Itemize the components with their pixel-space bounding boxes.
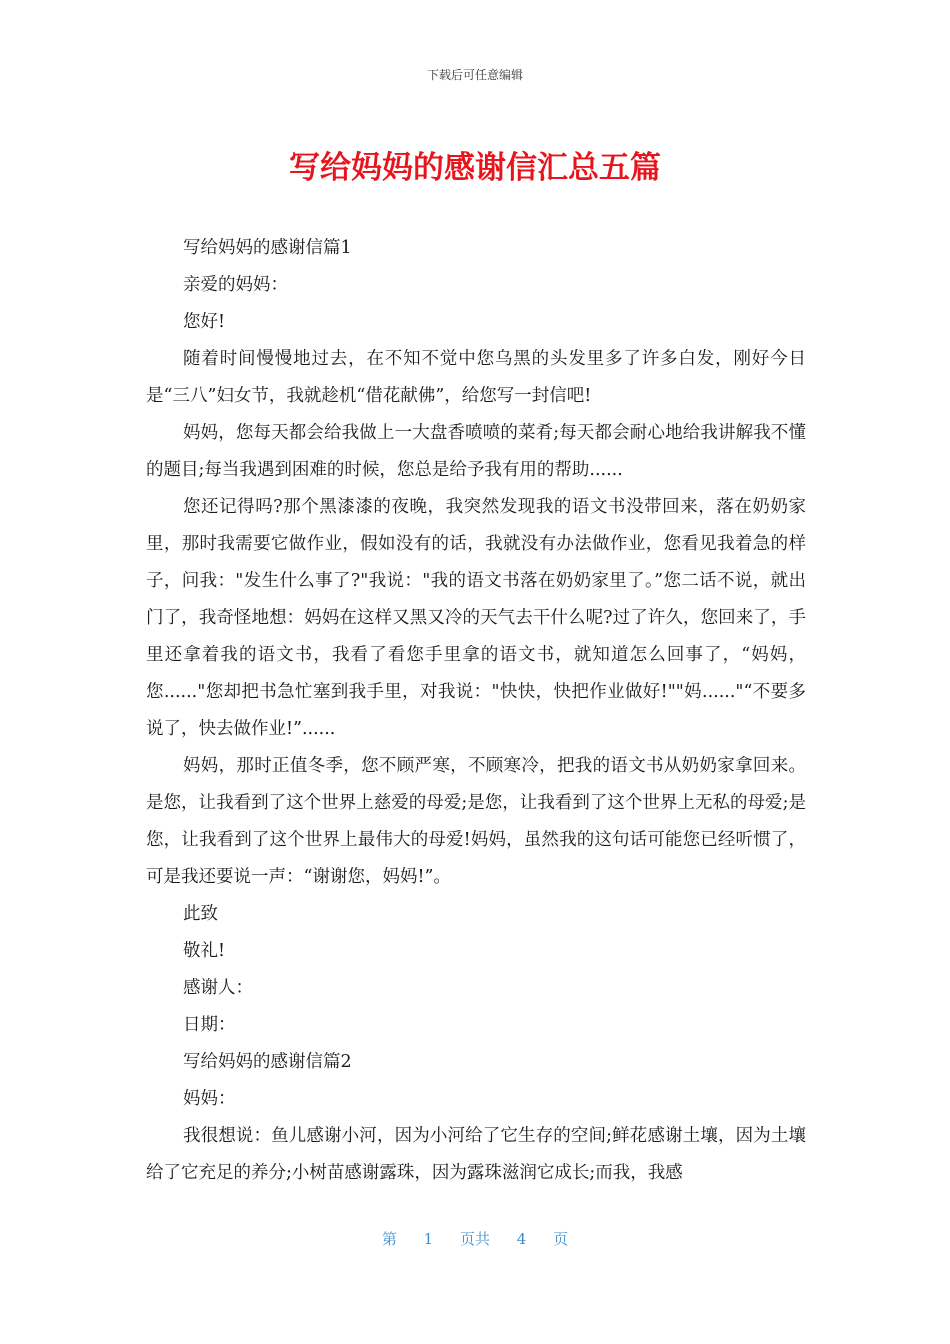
document-title: 写给妈妈的感谢信汇总五篇 — [289, 150, 661, 186]
paragraph: 您还记得吗?那个黑漆漆的夜晚，我突然发现我的语文书没带回来，落在奶奶家里，那时我需要它做作业，假如没有的话，我就没有办法做作业，您看见我着急的样子，问我："发生什么事了?"我说："我的语文书落在奶奶家里了。”您二话不说，就出门了，我奇怪地想：妈妈在这样又黑又冷的天气去干什么呢?过了许久，您回来了，手里还拿着我的语文书，我看了看您手里拿的语文书，就知道怎么回事了，“妈妈，您......"您却把书急忙塞到我手里，对我说："快快，快把作业做好!""妈......"“不要多说了，快去做作业!”...... — [146, 497, 806, 739]
paragraph: 我很想说：鱼儿感谢小河，因为小河给了它生存的空间;鲜花感谢土壤，因为土壤给了它充足的养分;小树苗感谢露珠，因为露珠滋润它成长;而我，我感 — [146, 1126, 806, 1183]
footer-page-mid: 页共 — [459, 1230, 490, 1248]
paragraph: 妈妈，您每天都会给我做上一大盘香喷喷的菜肴;每天都会耐心地给我讲解我不懂的题目;每当我遇到困难的时候，您总是给予我有用的帮助...... — [146, 423, 806, 480]
paragraph: 妈妈，那时正值冬季，您不顾严寒，不顾寒冷，把我的语文书从奶奶家拿回来。是您，让我看到了这个世界上慈爱的母爱;是您，让我看到了这个世界上无私的母爱;是您，让我看到了这个世界上最伟大的母爱!妈妈，虽然我的这句话可能您已经听惯了，可是我还要说一声：“谢谢您，妈妈!”。 — [146, 756, 806, 887]
page-footer — [0, 1228, 950, 1249]
paragraph: 亲爱的妈妈： — [183, 275, 288, 295]
paragraph: 妈妈： — [183, 1089, 236, 1109]
paragraph: 此致 — [183, 904, 218, 924]
paragraph: 随着时间慢慢地过去，在不知不觉中您乌黑的头发里多了许多白发，刚好今日是“三八”妇女节，我就趁机“借花献佛”，给您写一封信吧! — [146, 349, 806, 406]
header-note: 下载后可任意编辑 — [426, 68, 523, 82]
footer-page-label: 第 — [381, 1230, 397, 1248]
document-body — [146, 230, 806, 1192]
paragraph: 您好! — [183, 312, 226, 332]
paragraph: 敬礼! — [183, 941, 226, 961]
paragraph: 写给妈妈的感谢信篇1 — [183, 238, 352, 258]
footer-page-total: 4 — [516, 1230, 527, 1248]
paragraph: 感谢人： — [183, 978, 253, 998]
paragraph: 写给妈妈的感谢信篇2 — [183, 1052, 352, 1072]
footer-page-number: 1 — [423, 1230, 434, 1248]
footer-page-end: 页 — [553, 1230, 569, 1248]
paragraph: 日期： — [183, 1015, 236, 1035]
